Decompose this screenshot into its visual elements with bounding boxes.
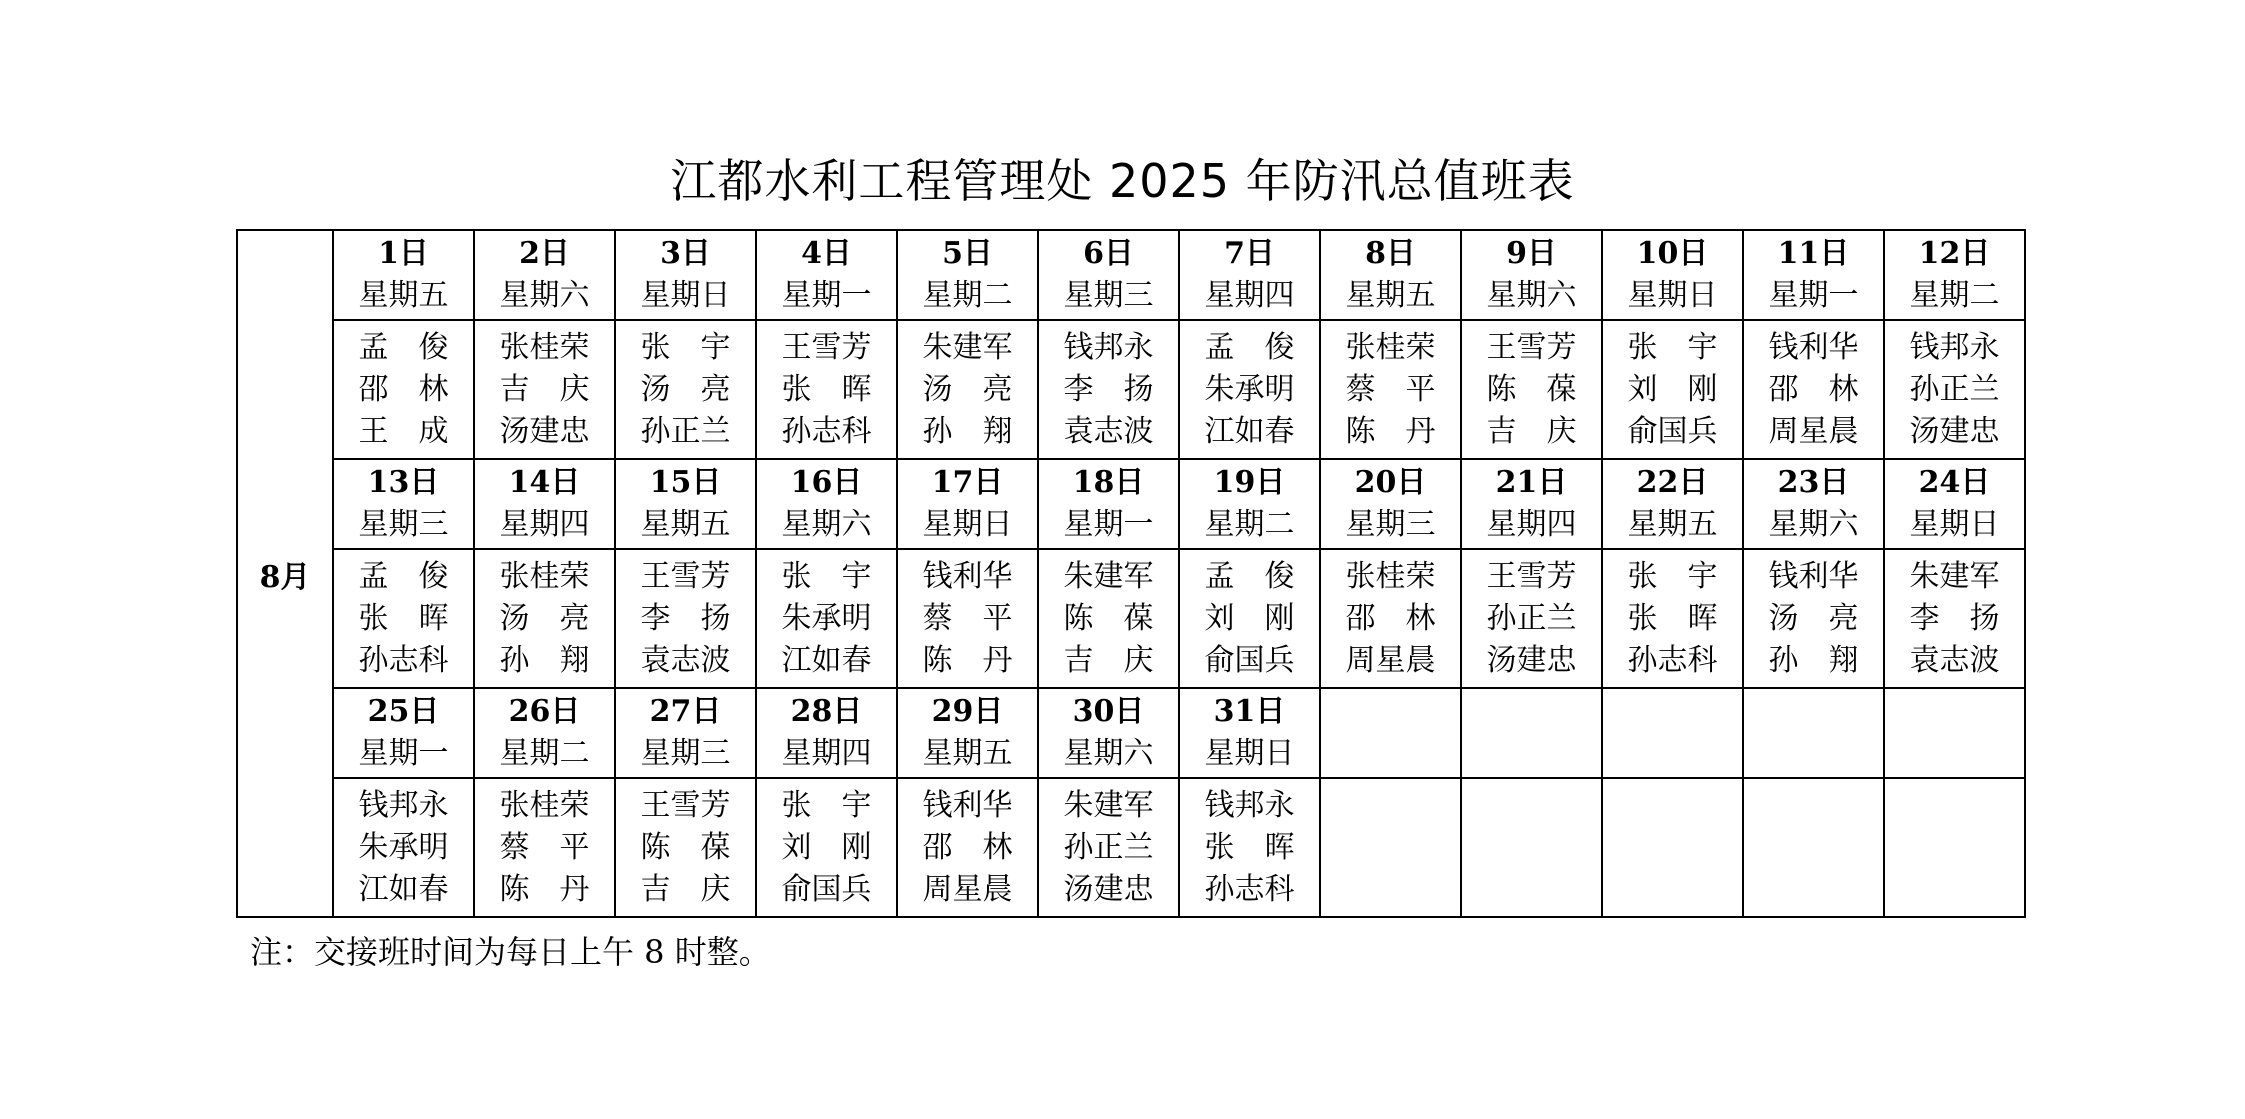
staff-name: 江如春 (358, 871, 449, 907)
staff-name (1603, 785, 1742, 827)
staff-name: 袁志波 (1063, 413, 1154, 449)
document-title: 江都水利工程管理处 2025 年防汛总值班表 (670, 154, 1575, 208)
staff-cell (333, 778, 474, 917)
weekday-label: 星期三 (1063, 278, 1154, 313)
day-number (1885, 691, 2024, 733)
day-cell (1038, 688, 1179, 778)
staff-cell (897, 320, 1038, 459)
day-cell (897, 459, 1038, 549)
weekday-label (1603, 733, 1742, 775)
staff-name: 孙 翔 (1768, 642, 1859, 678)
staff-name: 朱建军 (1063, 787, 1154, 823)
staff-name (1603, 827, 1742, 869)
day-cell (1038, 230, 1179, 320)
staff-cell (1320, 549, 1461, 688)
staff-name: 孙正兰 (1486, 600, 1577, 636)
day-cell (615, 688, 756, 778)
staff-cell (1461, 549, 1602, 688)
staff-name: 王雪芳 (781, 329, 872, 365)
date-row (237, 230, 2025, 320)
weekday-label: 星期六 (1768, 507, 1859, 542)
day-number (1603, 691, 1742, 733)
day-number: 9日 (1506, 236, 1557, 271)
staff-name: 刘 刚 (1204, 600, 1295, 636)
day-cell (1461, 459, 1602, 549)
staff-name: 朱建军 (1909, 558, 2000, 594)
staff-name (1885, 827, 2024, 869)
weekday-label: 星期五 (640, 507, 731, 542)
staff-name: 汤建忠 (1909, 413, 2000, 449)
staff-name: 邵 林 (358, 371, 449, 407)
staff-cell (1320, 778, 1461, 917)
weekday-label: 星期六 (1486, 278, 1577, 313)
weekday-label: 星期四 (499, 507, 590, 542)
staff-cell (1743, 320, 1884, 459)
staff-name (1885, 869, 2024, 911)
day-cell (897, 688, 1038, 778)
day-cell (1743, 230, 1884, 320)
day-cell (333, 688, 474, 778)
day-number: 11日 (1777, 236, 1850, 271)
staff-name: 蔡 平 (922, 600, 1013, 636)
weekday-label: 星期二 (1909, 278, 2000, 313)
staff-name: 朱承明 (358, 829, 449, 865)
staff-cell (1743, 549, 1884, 688)
day-cell (1320, 688, 1461, 778)
weekday-label: 星期一 (358, 736, 449, 771)
day-cell (1179, 230, 1320, 320)
staff-name: 张桂荣 (499, 787, 590, 823)
staff-name: 钱利华 (1768, 558, 1859, 594)
weekday-label: 星期日 (1627, 278, 1718, 313)
day-cell (1461, 688, 1602, 778)
staff-name: 江如春 (1204, 413, 1295, 449)
staff-name: 刘 刚 (1627, 371, 1718, 407)
weekday-label: 星期五 (1345, 278, 1436, 313)
staff-cell (1038, 320, 1179, 459)
staff-name: 钱利华 (1768, 329, 1859, 365)
staff-name (1321, 869, 1460, 911)
names-row (237, 549, 2025, 688)
day-number: 24日 (1918, 465, 1991, 500)
staff-name: 孟 俊 (358, 558, 449, 594)
staff-cell (333, 549, 474, 688)
staff-cell (1179, 549, 1320, 688)
staff-cell (1461, 320, 1602, 459)
staff-name: 孙正兰 (1909, 371, 2000, 407)
staff-name: 江如春 (781, 642, 872, 678)
staff-name: 张 宇 (781, 787, 872, 823)
day-cell (1038, 459, 1179, 549)
staff-cell (474, 778, 615, 917)
staff-name: 俞国兵 (1627, 413, 1718, 449)
day-cell (333, 230, 474, 320)
staff-cell (756, 549, 897, 688)
handover-note: 注：交接班时间为每日上午 8 时整。 (250, 933, 771, 971)
day-number: 30日 (1072, 694, 1145, 729)
day-number: 21日 (1495, 465, 1568, 500)
staff-cell (1884, 778, 2025, 917)
staff-name: 张 晖 (1627, 600, 1718, 636)
weekday-label: 星期一 (781, 278, 872, 313)
staff-cell (1179, 320, 1320, 459)
staff-name: 汤建忠 (1486, 642, 1577, 678)
staff-name: 孙 翔 (499, 642, 590, 678)
staff-cell (1038, 778, 1179, 917)
staff-cell (1038, 549, 1179, 688)
day-number: 8日 (1365, 236, 1416, 271)
staff-name: 周星晨 (922, 871, 1013, 907)
staff-cell (1320, 320, 1461, 459)
day-number (1321, 691, 1460, 733)
day-number: 14日 (508, 465, 581, 500)
weekday-label: 星期日 (1204, 736, 1295, 771)
day-cell (474, 230, 615, 320)
weekday-label: 星期六 (781, 507, 872, 542)
staff-name: 陈 丹 (1345, 413, 1436, 449)
staff-name: 俞国兵 (1204, 642, 1295, 678)
day-number: 5日 (942, 236, 993, 271)
weekday-label (1462, 733, 1601, 775)
day-cell (1602, 230, 1743, 320)
staff-name: 钱邦永 (1063, 329, 1154, 365)
weekday-label: 星期日 (1909, 507, 2000, 542)
staff-name: 李 扬 (1063, 371, 1154, 407)
names-row (237, 778, 2025, 917)
date-row (237, 459, 2025, 549)
weekday-label: 星期四 (1486, 507, 1577, 542)
day-cell (615, 459, 756, 549)
day-number: 10日 (1636, 236, 1709, 271)
weekday-label: 星期二 (922, 278, 1013, 313)
weekday-label: 星期三 (358, 507, 449, 542)
day-number: 22日 (1636, 465, 1709, 500)
staff-name: 汤 亮 (640, 371, 731, 407)
day-number: 25日 (367, 694, 440, 729)
staff-cell (333, 320, 474, 459)
day-number: 1日 (378, 236, 429, 271)
staff-name: 吉 庆 (1486, 413, 1577, 449)
staff-name: 朱建军 (1063, 558, 1154, 594)
staff-name: 张 宇 (640, 329, 731, 365)
weekday-label: 星期日 (922, 507, 1013, 542)
staff-name: 邵 林 (1768, 371, 1859, 407)
staff-name: 朱承明 (781, 600, 872, 636)
day-number: 18日 (1072, 465, 1145, 500)
day-cell (1743, 459, 1884, 549)
day-cell (1884, 230, 2025, 320)
staff-cell (615, 549, 756, 688)
staff-name: 俞国兵 (781, 871, 872, 907)
weekday-label: 星期三 (640, 736, 731, 771)
staff-name: 邵 林 (922, 829, 1013, 865)
weekday-label: 星期一 (1768, 278, 1859, 313)
staff-name (1744, 785, 1883, 827)
weekday-label: 星期二 (1204, 507, 1295, 542)
day-cell (1602, 688, 1743, 778)
weekday-label (1744, 733, 1883, 775)
staff-cell (474, 320, 615, 459)
staff-name: 张桂荣 (1345, 558, 1436, 594)
staff-name: 刘 刚 (781, 829, 872, 865)
staff-cell (1179, 778, 1320, 917)
day-number: 15日 (649, 465, 722, 500)
day-cell (1884, 459, 2025, 549)
staff-name: 邵 林 (1345, 600, 1436, 636)
staff-name: 张桂荣 (499, 558, 590, 594)
staff-name: 汤 亮 (1768, 600, 1859, 636)
weekday-label: 星期五 (358, 278, 449, 313)
staff-name: 张 晖 (781, 371, 872, 407)
day-number: 28日 (790, 694, 863, 729)
weekday-label: 星期四 (781, 736, 872, 771)
staff-cell (897, 549, 1038, 688)
day-cell (756, 230, 897, 320)
weekday-label: 星期日 (640, 278, 731, 313)
staff-name: 汤 亮 (499, 600, 590, 636)
day-number: 31日 (1213, 694, 1286, 729)
staff-name: 陈 葆 (1063, 600, 1154, 636)
staff-cell (756, 320, 897, 459)
staff-name (1744, 827, 1883, 869)
staff-name: 张桂荣 (1345, 329, 1436, 365)
names-row (237, 320, 2025, 459)
day-cell (756, 459, 897, 549)
staff-name: 王雪芳 (1486, 558, 1577, 594)
staff-cell (615, 778, 756, 917)
staff-name: 钱邦永 (358, 787, 449, 823)
day-number: 7日 (1224, 236, 1275, 271)
day-number: 2日 (519, 236, 570, 271)
staff-name: 汤建忠 (1063, 871, 1154, 907)
day-cell (1179, 688, 1320, 778)
day-number (1744, 691, 1883, 733)
staff-name: 孙正兰 (640, 413, 731, 449)
staff-name: 吉 庆 (1063, 642, 1154, 678)
staff-name (1321, 785, 1460, 827)
staff-name: 周星晨 (1768, 413, 1859, 449)
staff-name: 张桂荣 (499, 329, 590, 365)
staff-cell (897, 778, 1038, 917)
day-number (1462, 691, 1601, 733)
staff-name: 汤建忠 (499, 413, 590, 449)
staff-name: 张 宇 (1627, 558, 1718, 594)
staff-name: 朱建军 (922, 329, 1013, 365)
day-number: 26日 (508, 694, 581, 729)
staff-name: 钱利华 (922, 787, 1013, 823)
staff-name: 吉 庆 (499, 371, 590, 407)
weekday-label: 星期六 (499, 278, 590, 313)
day-cell (756, 688, 897, 778)
day-cell (474, 459, 615, 549)
weekday-label: 星期六 (1063, 736, 1154, 771)
weekday-label: 星期五 (922, 736, 1013, 771)
staff-name: 李 扬 (1909, 600, 2000, 636)
weekday-label (1885, 733, 2024, 775)
staff-name: 钱利华 (922, 558, 1013, 594)
staff-name: 孙志科 (781, 413, 872, 449)
staff-cell (1884, 320, 2025, 459)
staff-name: 陈 葆 (640, 829, 731, 865)
staff-name: 蔡 平 (1345, 371, 1436, 407)
staff-name (1462, 785, 1601, 827)
staff-name: 王 成 (358, 413, 449, 449)
staff-name: 袁志波 (1909, 642, 2000, 678)
staff-cell (1884, 549, 2025, 688)
day-cell (897, 230, 1038, 320)
weekday-label: 星期五 (1627, 507, 1718, 542)
day-cell (333, 459, 474, 549)
staff-name: 王雪芳 (1486, 329, 1577, 365)
staff-name: 蔡 平 (499, 829, 590, 865)
staff-name: 孙志科 (1204, 871, 1295, 907)
staff-name: 孟 俊 (358, 329, 449, 365)
staff-name: 李 扬 (640, 600, 731, 636)
weekday-label: 星期二 (499, 736, 590, 771)
staff-name: 钱邦永 (1909, 329, 2000, 365)
staff-cell (1743, 778, 1884, 917)
staff-name (1744, 869, 1883, 911)
month-cell: 8月 (237, 230, 333, 917)
day-cell (474, 688, 615, 778)
staff-name: 陈 丹 (499, 871, 590, 907)
day-number: 3日 (660, 236, 711, 271)
day-cell (1320, 230, 1461, 320)
day-number: 17日 (931, 465, 1004, 500)
day-number: 4日 (801, 236, 852, 271)
staff-name: 吉 庆 (640, 871, 731, 907)
staff-name: 孙志科 (1627, 642, 1718, 678)
staff-name: 孟 俊 (1204, 558, 1295, 594)
staff-cell (1602, 549, 1743, 688)
staff-name: 王雪芳 (640, 787, 731, 823)
weekday-label (1321, 733, 1460, 775)
day-number: 12日 (1918, 236, 1991, 271)
staff-cell (615, 320, 756, 459)
weekday-label: 星期一 (1063, 507, 1154, 542)
staff-name: 孙 翔 (922, 413, 1013, 449)
day-number: 23日 (1777, 465, 1850, 500)
staff-cell (1602, 778, 1743, 917)
staff-name: 张 晖 (1204, 829, 1295, 865)
weekday-label: 星期三 (1345, 507, 1436, 542)
date-row (237, 688, 2025, 778)
staff-name: 王雪芳 (640, 558, 731, 594)
staff-name: 孙正兰 (1063, 829, 1154, 865)
staff-name: 钱邦永 (1204, 787, 1295, 823)
staff-name: 孟 俊 (1204, 329, 1295, 365)
staff-name: 朱承明 (1204, 371, 1295, 407)
day-number: 29日 (931, 694, 1004, 729)
duty-roster-table (236, 229, 2026, 918)
day-number: 16日 (790, 465, 863, 500)
day-cell (615, 230, 756, 320)
staff-name: 孙志科 (358, 642, 449, 678)
staff-name (1462, 869, 1601, 911)
day-cell (1602, 459, 1743, 549)
staff-name: 张 宇 (781, 558, 872, 594)
staff-cell (1602, 320, 1743, 459)
day-number: 19日 (1213, 465, 1286, 500)
staff-name: 周星晨 (1345, 642, 1436, 678)
day-number: 13日 (367, 465, 440, 500)
staff-cell (1461, 778, 1602, 917)
staff-cell (474, 549, 615, 688)
day-cell (1461, 230, 1602, 320)
staff-name: 陈 丹 (922, 642, 1013, 678)
staff-name: 汤 亮 (922, 371, 1013, 407)
staff-name: 张 宇 (1627, 329, 1718, 365)
staff-name: 张 晖 (358, 600, 449, 636)
staff-name (1885, 785, 2024, 827)
day-number: 27日 (649, 694, 722, 729)
staff-name: 袁志波 (640, 642, 731, 678)
staff-cell (756, 778, 897, 917)
day-cell (1884, 688, 2025, 778)
staff-name (1603, 869, 1742, 911)
day-cell (1320, 459, 1461, 549)
staff-name: 陈 葆 (1486, 371, 1577, 407)
staff-name (1321, 827, 1460, 869)
weekday-label: 星期四 (1204, 278, 1295, 313)
day-cell (1743, 688, 1884, 778)
day-number: 20日 (1354, 465, 1427, 500)
day-number: 6日 (1083, 236, 1134, 271)
staff-name (1462, 827, 1601, 869)
day-cell (1179, 459, 1320, 549)
